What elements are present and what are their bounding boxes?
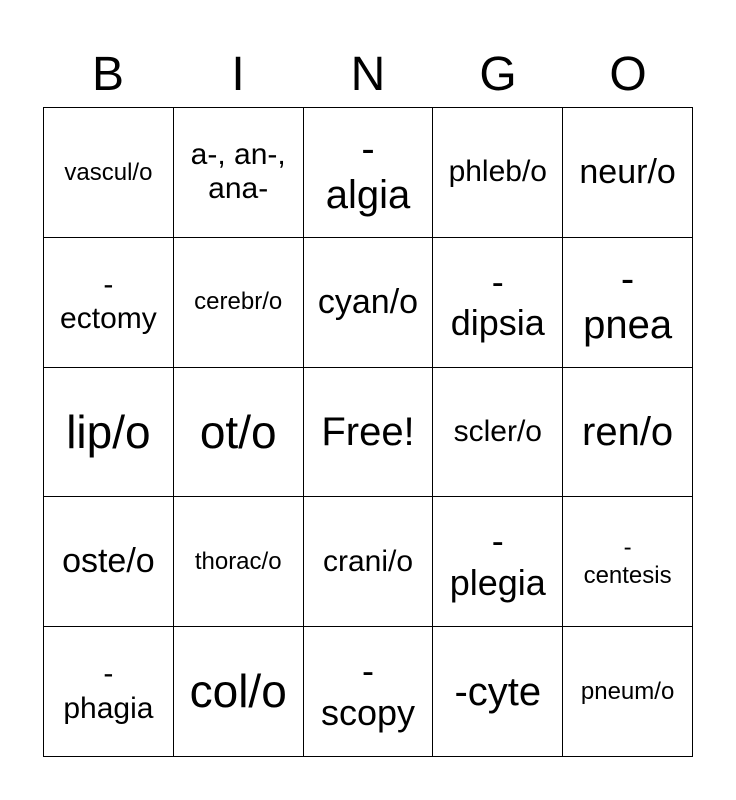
cell-text: scler/o <box>453 414 542 448</box>
bingo-board <box>43 107 693 757</box>
bingo-cell-r3c1[interactable] <box>44 368 174 498</box>
bingo-header <box>43 44 693 106</box>
bingo-cell-r5c1[interactable] <box>44 627 174 757</box>
bingo-cell-r1c1[interactable] <box>44 108 174 238</box>
bingo-cell-r2c5[interactable] <box>563 238 693 368</box>
bingo-cell-r4c5[interactable] <box>563 497 693 627</box>
cell-text: neur/o <box>579 152 676 191</box>
bingo-cell-r1c3[interactable] <box>304 108 434 238</box>
cell-text: - pnea <box>583 257 673 348</box>
bingo-cell-r1c2[interactable] <box>174 108 304 238</box>
bingo-cell-r3c3[interactable] <box>304 368 434 498</box>
bingo-cell-r1c4[interactable] <box>433 108 563 238</box>
header-letter-i: I <box>231 48 245 101</box>
bingo-cell-r4c3[interactable] <box>304 497 434 627</box>
bingo-cell-r2c4[interactable] <box>433 238 563 368</box>
bingo-cell-r2c1[interactable] <box>44 238 174 368</box>
cell-text: cyan/o <box>317 282 419 321</box>
cell-text: oste/o <box>62 542 155 581</box>
cell-text: - centesis <box>583 534 672 589</box>
cell-text: -cyte <box>454 669 542 714</box>
cell-text: cerebr/o <box>194 288 283 316</box>
cell-text: ot/o <box>199 405 277 458</box>
cell-text: - scopy <box>320 650 416 733</box>
cell-text: a-, an-, ana- <box>190 137 286 206</box>
bingo-cell-r4c1[interactable] <box>44 497 174 627</box>
cell-text: col/o <box>189 665 287 718</box>
bingo-cell-r3c4[interactable] <box>433 368 563 498</box>
bingo-cell-r1c5[interactable] <box>563 108 693 238</box>
cell-text: vascul/o <box>64 158 153 186</box>
cell-text: pneum/o <box>580 677 675 705</box>
bingo-cell-r3c5[interactable] <box>563 368 693 498</box>
bingo-cell-r4c4[interactable] <box>433 497 563 627</box>
header-letter-o: O <box>609 48 647 101</box>
cell-text: - ectomy <box>60 267 157 336</box>
cell-text: lip/o <box>66 405 151 458</box>
cell-text: crani/o <box>322 544 414 578</box>
bingo-cell-r3c2[interactable] <box>174 368 304 498</box>
cell-text: thorac/o <box>194 547 282 575</box>
header-letter-n: N <box>350 48 386 101</box>
bingo-cell-r5c2[interactable] <box>174 627 304 757</box>
bingo-cell-r5c5[interactable] <box>563 627 693 757</box>
bingo-cell-r4c2[interactable] <box>174 497 304 627</box>
bingo-cell-r2c2[interactable] <box>174 238 304 368</box>
cell-text: ren/o <box>582 409 674 454</box>
bingo-cell-r5c4[interactable] <box>433 627 563 757</box>
cell-text: phleb/o <box>448 155 547 189</box>
bingo-cell-r2c3[interactable] <box>304 238 434 368</box>
cell-text: - algia <box>325 127 411 218</box>
cell-text: Free! <box>321 409 415 454</box>
cell-text: - dipsia <box>450 260 545 344</box>
header-letter-b: B <box>91 48 124 101</box>
cell-text: - phagia <box>63 657 154 725</box>
cell-text: - plegia <box>449 520 546 603</box>
header-letter-g: G <box>479 48 517 101</box>
bingo-cell-r5c3[interactable] <box>304 627 434 757</box>
